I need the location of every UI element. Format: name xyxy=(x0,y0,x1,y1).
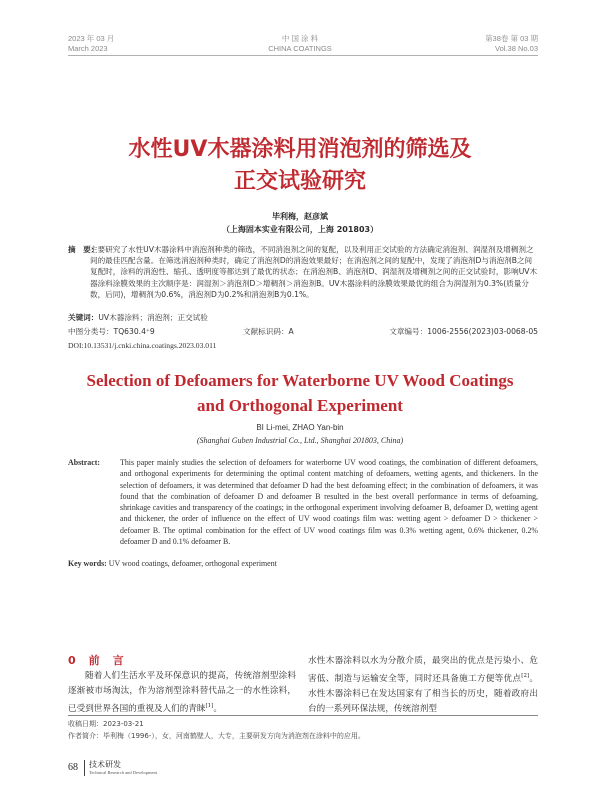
english-keywords-label: Key words: xyxy=(68,559,107,568)
citation-2: [2] xyxy=(521,673,530,679)
section-number: 0 xyxy=(68,654,77,667)
english-keywords-text: UV wood coatings, defoamer, orthogonal experiment xyxy=(108,559,277,568)
chinese-keywords xyxy=(68,312,208,323)
page-number: 68 xyxy=(68,762,78,773)
footer-divider xyxy=(84,760,85,776)
english-abstract-label: Abstract: xyxy=(68,458,100,467)
right-paragraph-part1: 水性木器涂料以水为分散介质，最突出的优点是污染小、危害低、制造与运输安全等，同时还具备施工方便等优点 xyxy=(308,656,538,684)
received-date: 收稿日期：2023-03-21 xyxy=(68,720,144,728)
section-title: 前 言 xyxy=(88,654,125,667)
article-number: 文章编号：1006-2556(2023)03-0068-05 xyxy=(389,327,538,336)
right-paragraph-part2: 。水性木器涂料已在发达国家有了相当长的历史，随着政府出台的一系列环保法规，传统溶剂型 xyxy=(308,673,538,714)
english-title-line1: Selection of Defoamers for Waterborne UV Wood Coatings xyxy=(86,371,514,390)
citation-1: [1] xyxy=(205,703,214,709)
doi: DOI:10.13531/j.cnki.china.coatings.2023.03.011 xyxy=(68,341,217,350)
footer-section-cn: 技术研发 xyxy=(89,760,121,769)
english-title xyxy=(0,368,600,418)
header-date-cn: 2023 年 03 月 xyxy=(68,34,115,43)
chinese-affiliation: （上海固本实业有限公司，上海 201803） xyxy=(221,225,379,234)
body-column-left xyxy=(68,669,296,717)
english-abstract xyxy=(68,457,538,547)
header-volume-en: Vol.38 No.03 xyxy=(495,44,538,53)
chinese-abstract xyxy=(68,244,538,300)
english-affiliation: (Shanghai Guben Industrial Co., Ltd., Shanghai 201803, China) xyxy=(196,436,404,445)
header-volume-cn: 第38卷 第 03 期 xyxy=(485,34,538,43)
chinese-keywords-text: UV木器涂料；消泡剂；正交试验 xyxy=(98,313,208,322)
header-volume xyxy=(485,34,538,54)
english-keywords xyxy=(68,559,277,568)
left-paragraph: 随着人们生活水平及环保意识的提高，传统溶剂型涂料逐渐被市场淘汰，作为溶剂型涂料替代品之一的水性涂料，已受到世界各国的重视及人们的青睐 xyxy=(68,671,296,714)
footnote-divider xyxy=(68,715,538,716)
header-journal-en: CHINA COATINGS xyxy=(268,44,332,53)
document-code: 文献标识码：A xyxy=(243,327,294,336)
chinese-keywords-label: 关键词： xyxy=(68,313,99,322)
author-bio: 作者简介：毕利梅（1996-），女，河南鹤壁人，大专，主要研发方向为消泡剂在涂料中的应用。 xyxy=(68,732,365,740)
english-title-line2: and Orthogonal Experiment xyxy=(197,396,403,415)
chinese-title-line2: 正交试验研究 xyxy=(233,169,366,194)
chinese-abstract-label: 摘 要： xyxy=(68,245,99,254)
english-abstract-body: This paper mainly studies the selection of defoamers for waterborne UV wood coatings, the combination of different defoamers, and orthogonal experiments for determining the optimal content matching of defoamers, wetting agents, and thickeners. In the selection of defoamers, it was determined that defoamer D had the best defoaming effect; in the combination of defoamers, it was found that the combination of defoamer D and defoamer B resulted in the best overall performance in terms of defoaming, shrinkage cavities and transparency of the coatings; in the orthogonal experiment involving defoamer B, defoamer D, wetting agent and thickener, the order of influence on the effect of UV wood coatings film was: wetting agent > defoamer D > thickener > defoamer B. The optimal combination for the effect of UV wood coatings film was 0.3% wetting agent, 0.6% thickener, 0.2% defoamer D and 0.1% defoamer B. xyxy=(120,458,538,547)
chinese-title xyxy=(0,134,600,198)
header-divider xyxy=(68,55,538,56)
chinese-authors: 毕利梅，赵彦斌 xyxy=(272,212,328,221)
header-date-en: March 2023 xyxy=(68,44,108,53)
english-authors: BI Li-mei, ZHAO Yan-bin xyxy=(256,423,344,432)
class-number: 中图分类号：TQ630.4⁺9 xyxy=(68,327,155,336)
footer-section-en: Technical Research and Development xyxy=(89,770,158,775)
chinese-title-line1: 水性UV木器涂料用消泡剂的筛选及 xyxy=(128,137,472,162)
body-column-right xyxy=(308,654,538,717)
chinese-abstract-body: 主要研究了水性UV木器涂料中消泡剂种类的筛选，不同消泡剂之间的复配，以及利用正交试验的方法确定消泡剂、润湿剂及增稠剂之间的最佳匹配含量。在筛选消泡剂种类时，确定了消泡剂D的消泡效果最好；在消泡剂之间的复配中，发现了消泡剂D与消泡剂B之间复配时，涂料的消泡性、缩孔、透明度等都达到了最优的状态；在消泡剂B、消泡剂D、润湿剂及增稠剂之间的正交试验时，影响UV木器涂料涂膜效果的主次顺序是：润湿剂＞消泡剂D＞增稠剂＞消泡剂B。UV木器涂料的涂膜效果最优的组合为润湿剂为0.3%(质量分数，后同)，增稠剂为0.6%，消泡剂D为0.2%和消泡剂B为0.1%。 xyxy=(90,245,538,299)
left-paragraph-end: 。 xyxy=(213,703,222,714)
header-journal-cn: 中 国 涂 料 xyxy=(281,34,319,43)
section-heading xyxy=(68,652,125,668)
